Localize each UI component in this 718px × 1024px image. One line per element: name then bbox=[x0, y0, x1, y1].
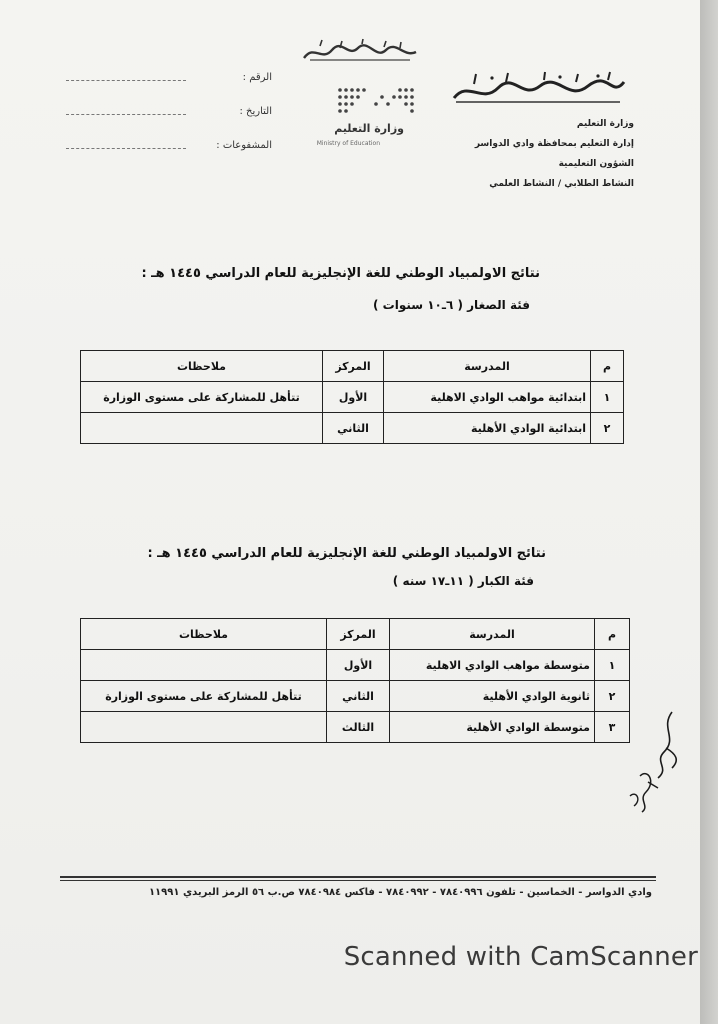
row-rank: الأول bbox=[327, 650, 390, 681]
section1-table bbox=[80, 350, 624, 444]
date-label: التاريخ : bbox=[239, 106, 272, 117]
row-notes bbox=[81, 712, 327, 743]
row-school: متوسطة مواهب الوادي الاهلية bbox=[390, 650, 595, 681]
table-row bbox=[81, 712, 630, 743]
row-notes: تتأهل للمشاركة على مستوى الوزارة bbox=[81, 681, 327, 712]
table-row bbox=[81, 382, 624, 413]
attachments-field bbox=[62, 140, 272, 154]
ministry-logo-english: Ministry of Education bbox=[316, 140, 380, 147]
number-field bbox=[62, 72, 272, 86]
section2-title: نتائج الاولمبياد الوطني للغة الإنجليزية للعام الدراسي ١٤٤٥ هـ : bbox=[147, 546, 546, 561]
row-num: ٣ bbox=[595, 712, 630, 743]
handwritten-signature bbox=[620, 708, 690, 818]
row-num: ١ bbox=[595, 650, 630, 681]
attachments-dotted-line bbox=[66, 148, 186, 149]
footer-address: وادي الدواسر - الخماسين - تلفون ٧٨٤٠٩٩٦ - ٧٨٤٠٩٩٢ - فاكس ٧٨٤٠٩٨٤ ص.ب ٥٦ الرمز البريدي ١١٩٩١ bbox=[148, 887, 652, 898]
row-num: ٢ bbox=[595, 681, 630, 712]
section1-title: نتائج الاولمبياد الوطني للغة الإنجليزية للعام الدراسي ١٤٤٥ هـ : bbox=[141, 266, 540, 281]
section1-subtitle: فئة الصغار ( ٦ـ١٠ سنوات ) bbox=[372, 298, 530, 312]
header-rank: المركز bbox=[323, 351, 384, 382]
department-block bbox=[475, 114, 634, 194]
ministry-dots-icon bbox=[336, 84, 418, 120]
section2-table bbox=[80, 618, 630, 743]
dept-line: إدارة التعليم بمحافظة وادي الدواسر bbox=[474, 139, 634, 149]
row-school: ابتدائية مواهب الوادي الاهلية bbox=[384, 382, 591, 413]
ministry-logo-arabic: وزارة التعليم bbox=[334, 122, 404, 135]
footer-rule bbox=[60, 876, 656, 878]
dept-line: النشاط الطلابي / النشاط العلمي bbox=[489, 179, 634, 189]
row-school: متوسطة الوادي الأهلية bbox=[390, 712, 595, 743]
date-field bbox=[62, 106, 272, 120]
row-notes bbox=[81, 413, 323, 444]
header-notes: ملاحظات bbox=[81, 351, 323, 382]
row-rank: الثاني bbox=[323, 413, 384, 444]
basmala-calligraphy bbox=[300, 38, 420, 66]
row-rank: الأول bbox=[323, 382, 384, 413]
ministry-logo bbox=[292, 82, 424, 152]
date-dotted-line bbox=[66, 114, 186, 115]
header-num: م bbox=[595, 619, 630, 650]
table-header-row bbox=[81, 619, 630, 650]
row-notes: تتأهل للمشاركة على مستوى الوزارة bbox=[81, 382, 323, 413]
table-row bbox=[81, 413, 624, 444]
row-notes bbox=[81, 650, 327, 681]
header-notes: ملاحظات bbox=[81, 619, 327, 650]
row-num: ٢ bbox=[591, 413, 624, 444]
header-rank: المركز bbox=[327, 619, 390, 650]
row-num: ١ bbox=[591, 382, 624, 413]
section2-subtitle: فئة الكبار ( ١١ـ١٧ سنه ) bbox=[392, 574, 534, 588]
table-header-row bbox=[81, 351, 624, 382]
dept-line: وزارة التعليم bbox=[576, 119, 634, 129]
number-dotted-line bbox=[66, 80, 186, 81]
number-label: الرقم : bbox=[242, 72, 272, 83]
header-num: م bbox=[591, 351, 624, 382]
camscanner-watermark: Scanned with CamScanner bbox=[343, 942, 698, 972]
row-school: ثانوية الوادي الأهلية bbox=[390, 681, 595, 712]
table-row bbox=[81, 681, 630, 712]
footer-rule-thin bbox=[60, 880, 656, 881]
table-row bbox=[81, 650, 630, 681]
header-school: المدرسة bbox=[390, 619, 595, 650]
row-rank: الثاني bbox=[327, 681, 390, 712]
row-rank: الثالث bbox=[327, 712, 390, 743]
row-school: ابتدائية الوادي الأهلية bbox=[384, 413, 591, 444]
scan-background bbox=[700, 0, 718, 1024]
header-school: المدرسة bbox=[384, 351, 591, 382]
kingdom-calligraphy bbox=[448, 70, 628, 110]
dept-line: الشؤون التعليمية bbox=[558, 159, 634, 169]
attachments-label: المشفوعات : bbox=[216, 140, 272, 151]
